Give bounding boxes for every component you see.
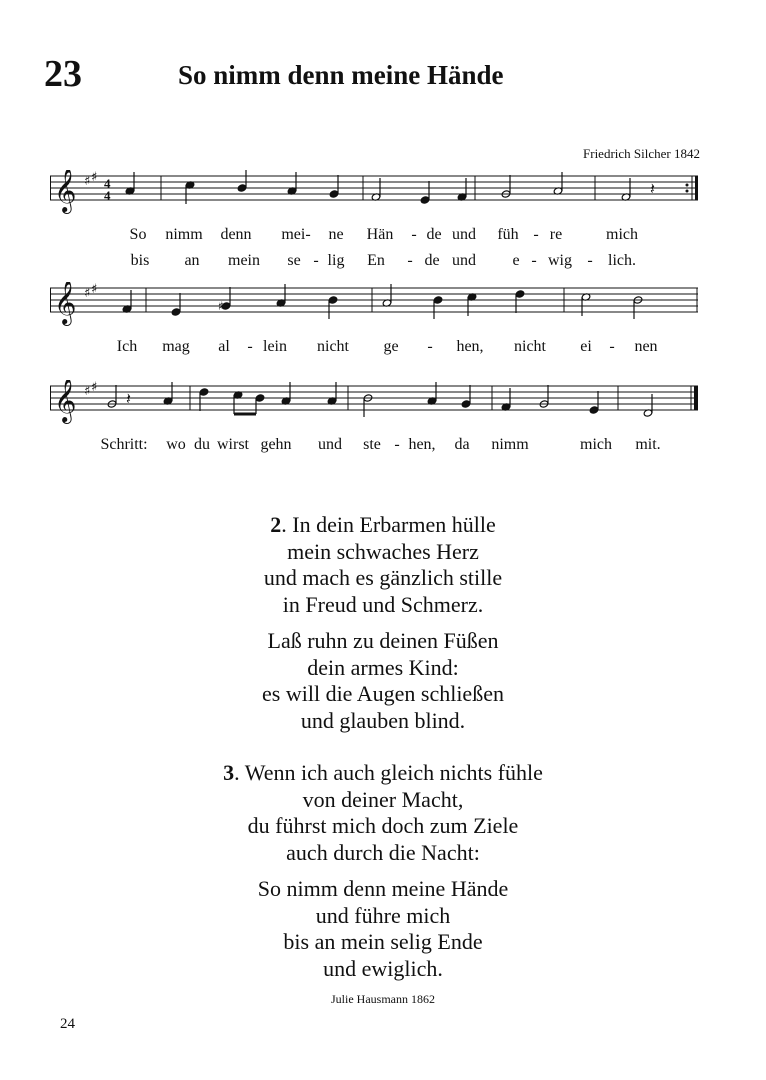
verse-number: 2 (270, 512, 282, 537)
page-number: 24 (60, 1016, 75, 1032)
song-number: 23 (44, 53, 82, 95)
music-staff-1 (50, 170, 698, 220)
verse-line: es will die Augen schließen (262, 681, 504, 706)
verse-line: 2. In dein Erbarmen hülle (270, 512, 496, 537)
svg-text:♯: ♯ (84, 384, 91, 399)
svg-text:♯: ♯ (91, 380, 98, 395)
svg-text:4: 4 (104, 188, 111, 203)
verse-line: auch durch die Nacht: (286, 839, 480, 865)
verses (0, 512, 766, 982)
verse-line: Laß ruhn zu deinen Füßen (267, 628, 499, 653)
svg-text:𝄽: 𝄽 (650, 179, 655, 198)
svg-text:♯: ♯ (218, 299, 224, 313)
music-staff-2 (50, 282, 698, 332)
verse-line: und führe mich (315, 902, 451, 928)
svg-text:𝄞: 𝄞 (54, 380, 77, 422)
music-staff-3 (50, 380, 698, 430)
svg-text:♯: ♯ (91, 282, 98, 297)
song-title: So nimm denn meine Hände (178, 60, 504, 90)
composer-credit: Friedrich Silcher 1842 (583, 146, 700, 161)
verse-line: So nimm denn meine Hände (257, 876, 509, 901)
verse-line: von deiner Macht, (302, 786, 464, 812)
lyric-line-3-1: Schritt: wo du wirst gehn und ste - hen, da nimm mich mit. (100, 436, 661, 453)
verse-line: bis an mein selig Ende (283, 929, 483, 954)
verse-line: dein armes Kind: (307, 654, 459, 680)
svg-text:4: 4 (104, 176, 111, 191)
lyric-line-1-1: So nimm denn mei- ne Hän - de und füh - re mich (129, 226, 638, 243)
verse-line: und mach es gänzlich stille (263, 565, 503, 590)
svg-text:𝄽: 𝄽 (126, 389, 131, 408)
lyric-line-1-2: bis an mein se - lig En - de und e - wig - lich. (130, 252, 636, 269)
verse-number: 3 (223, 760, 235, 785)
verse-line: du führst mich doch zum Ziele (247, 813, 519, 838)
verse-line: in Freud und Schmerz. (282, 591, 484, 617)
svg-text:𝄞: 𝄞 (54, 170, 77, 212)
lyricist-credit: Julie Hausmann 1862 (331, 992, 435, 1006)
svg-text:𝄞: 𝄞 (54, 282, 77, 324)
verse-line: und glauben blind. (300, 707, 466, 733)
svg-text:♯: ♯ (84, 174, 91, 189)
svg-text:♯: ♯ (91, 170, 98, 185)
svg-text:♯: ♯ (84, 286, 91, 301)
lyric-line-2-1: Ich mag al - lein nicht ge - hen, nicht ei - nen (116, 338, 658, 355)
verse-line: mein schwaches Herz (287, 538, 479, 564)
verse-line: 3. Wenn ich auch gleich nichts fühle (223, 760, 543, 785)
verse-line: und ewiglich. (323, 955, 443, 981)
